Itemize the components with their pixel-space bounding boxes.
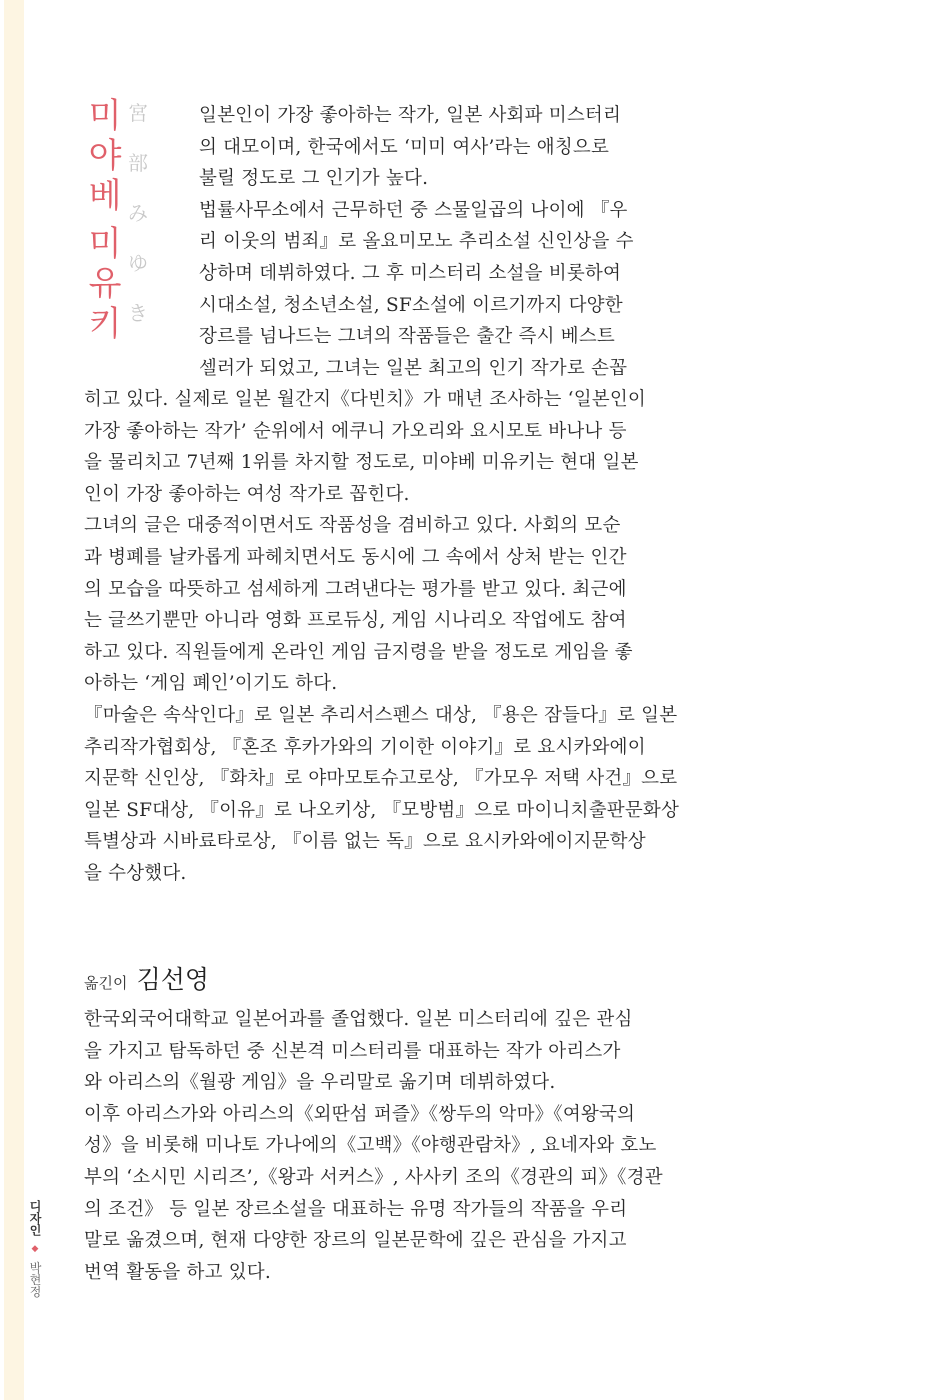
author-name-char: 미 bbox=[88, 96, 122, 136]
author-name-char: 야 bbox=[88, 136, 122, 176]
text-line: 을 수상했다. bbox=[84, 862, 187, 884]
text-line: 을 가지고 탐독하던 중 신본격 미스터리를 대표하는 작가 아리스가 bbox=[84, 1040, 621, 1062]
author-name-char: 키 bbox=[88, 304, 122, 344]
text-line: 한국외국어대학교 일본어과를 졸업했다. 일본 미스터리에 깊은 관심 bbox=[84, 1009, 633, 1030]
text-line: 인이 가장 좋아하는 여성 작가로 꼽힌다. bbox=[84, 483, 410, 505]
text-line: 와 아리스의《월광 게임》을 우리말로 옮기며 데뷔하였다. bbox=[84, 1072, 556, 1094]
text-line: 『마술은 속삭인다』로 일본 추리서스펜스 대상, 『용은 잠들다』로 일본 bbox=[84, 704, 678, 726]
author-name-japanese-vertical bbox=[124, 100, 152, 350]
text-line: 이후 아리스가와 아리스의《외딴섬 퍼즐》《쌍두의 악마》《여왕국의 bbox=[84, 1103, 636, 1125]
text-line: 히고 있다. 실제로 일본 월간지《다빈치》가 매년 조사하는 ‘일본인이 bbox=[84, 389, 646, 410]
author-intro-paragraph bbox=[199, 100, 634, 384]
text-line: 불릴 정도로 그 인기가 높다. bbox=[199, 168, 429, 190]
text-line: 번역 활동을 하고 있다. bbox=[84, 1261, 271, 1283]
author-bio-paragraph bbox=[84, 384, 680, 890]
text-line: 말로 옮겼으며, 현재 다양한 장르의 일본문학에 깊은 관심을 가지고 bbox=[84, 1230, 627, 1252]
text-line: 장르를 넘나드는 그녀의 작품들은 출간 즉시 베스트 bbox=[199, 326, 615, 348]
credit-role: 디자인 bbox=[28, 1200, 42, 1236]
text-line: 과 병폐를 날카롭게 파헤치면서도 동시에 그 속에서 상처 받는 인간 bbox=[84, 546, 627, 568]
text-line: 가장 좋아하는 작가’ 순위에서 에쿠니 가오리와 요시모토 바나나 등 bbox=[84, 420, 627, 442]
text-line: 리 이웃의 범죄』로 올요미모노 추리소설 신인상을 수 bbox=[199, 231, 634, 253]
translator-heading bbox=[84, 960, 209, 996]
text-line: 일본 SF대상, 『이유』로 나오키상, 『모방범』으로 마이니치출판문화상 bbox=[84, 799, 680, 821]
diamond-icon: ◆ bbox=[30, 1243, 40, 1254]
author-name-char: 유 bbox=[88, 264, 122, 304]
text-line: 상하며 데뷔하였다. 그 후 미스터리 소설을 비롯하여 bbox=[199, 262, 622, 284]
author-name-char: 베 bbox=[88, 176, 122, 216]
text-line: 아하는 ‘게임 폐인’이기도 하다. bbox=[84, 673, 338, 695]
author-name-char: 미 bbox=[88, 224, 122, 264]
text-line: 그녀의 글은 대중적이면서도 작품성을 겸비하고 있다. 사회의 모순 bbox=[84, 515, 621, 537]
author-name-jp-char: き bbox=[128, 301, 148, 325]
text-line: 성》을 비롯해 미나토 가나에의《고백》《야행관람차》, 요네자와 호노 bbox=[84, 1135, 657, 1157]
author-name-jp-char: ゆ bbox=[128, 251, 148, 275]
text-line: 는 글쓰기뿐만 아니라 영화 프로듀싱, 게임 시나리오 작업에도 참여 bbox=[84, 610, 627, 632]
page-edge-strip bbox=[4, 0, 24, 1400]
text-line: 특별상과 시바료타로상, 『이름 없는 독』으로 요시카와에이지문학상 bbox=[84, 831, 646, 853]
text-line: 을 물리치고 7년째 1위를 차지할 정도로, 미야베 미유키는 현대 일본 bbox=[84, 452, 639, 474]
text-line: 지문학 신인상, 『화차』로 야마모토슈고로상, 『가모우 저택 사건』으로 bbox=[84, 768, 678, 790]
author-name-jp-char: み bbox=[128, 201, 148, 225]
design-credit bbox=[24, 1200, 44, 1300]
author-name-jp-char: 宮 bbox=[128, 101, 148, 125]
credit-person: 박현정 bbox=[28, 1261, 42, 1298]
text-line: 의 조건》 등 일본 장르소설을 대표하는 유명 작가들의 작품을 우리 bbox=[84, 1198, 628, 1220]
author-name-jp-char: 部 bbox=[128, 151, 148, 175]
text-line: 법률사무소에서 근무하던 중 스물일곱의 나이에 『우 bbox=[199, 199, 628, 221]
translator-name: 김선영 bbox=[136, 965, 210, 994]
text-line: 일본인이 가장 좋아하는 작가, 일본 사회파 미스터리 bbox=[199, 105, 622, 126]
translator-label: 옮긴이 bbox=[84, 974, 128, 992]
text-line: 의 대모이며, 한국에서도 ‘미미 여사’라는 애칭으로 bbox=[199, 136, 610, 158]
text-line: 의 모습을 따뜻하고 섬세하게 그려낸다는 평가를 받고 있다. 최근에 bbox=[84, 578, 627, 600]
author-name-korean-vertical bbox=[86, 96, 124, 344]
text-line: 부의 ‘소시민 시리즈’,《왕과 서커스》, 사사키 조의《경관의 피》《경관 bbox=[84, 1166, 663, 1188]
text-line: 추리작가협회상, 『혼조 후카가와의 기이한 이야기』로 요시카와에이 bbox=[84, 736, 646, 758]
translator-bio-paragraph bbox=[84, 1004, 663, 1288]
text-line: 시대소설, 청소년소설, SF소설에 이르기까지 다양한 bbox=[199, 294, 623, 316]
text-line: 하고 있다. 직원들에게 온라인 게임 금지령을 받을 정도로 게임을 좋 bbox=[84, 641, 633, 663]
text-line: 셀러가 되었고, 그녀는 일본 최고의 인기 작가로 손꼽 bbox=[199, 357, 628, 379]
name-gap bbox=[86, 216, 124, 224]
